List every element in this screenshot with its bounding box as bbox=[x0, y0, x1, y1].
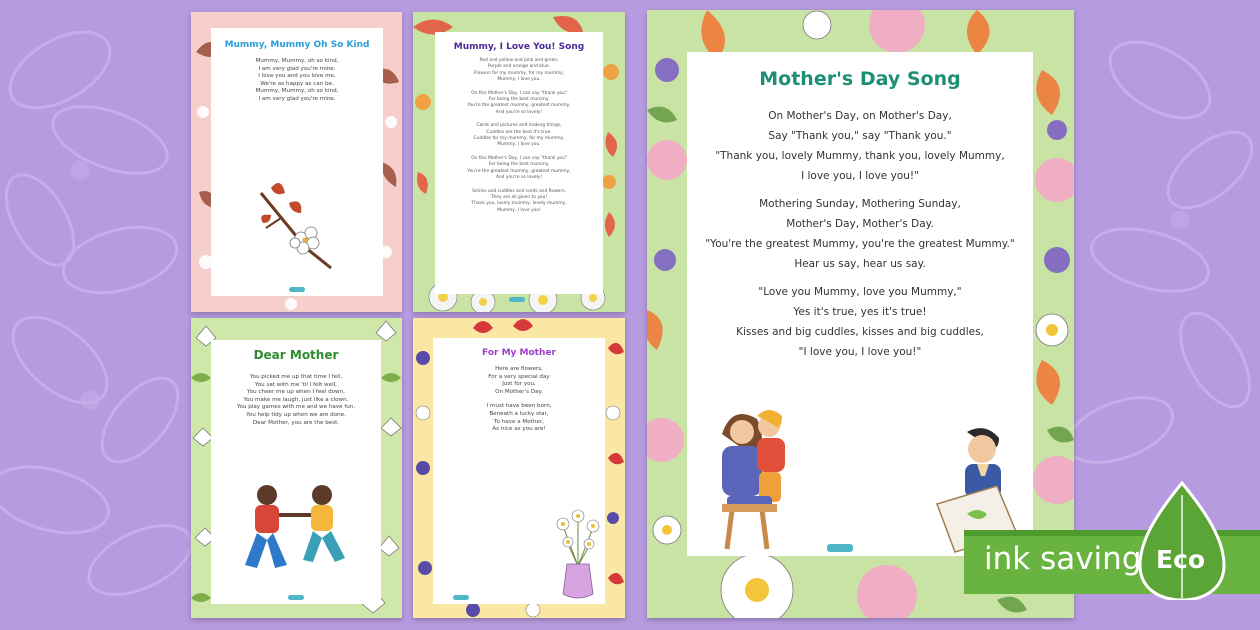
poem-line: You help tidy up when we are done. bbox=[246, 411, 346, 418]
poem-line: Just for you, bbox=[502, 381, 536, 388]
song-line: Red and yellow and pink and green, bbox=[479, 58, 559, 63]
blossom-branch-illustration bbox=[251, 173, 341, 273]
song-line: Flowers for my mummy, for my mummy, bbox=[473, 70, 565, 76]
song-line: Kisses and big cuddles, kisses and big cuddles, bbox=[736, 326, 984, 338]
twinkl-logo bbox=[509, 297, 525, 302]
card-dear-mother[interactable] bbox=[191, 318, 402, 618]
song-line: And you're so lovely! bbox=[495, 175, 543, 181]
poem-line: Here are flowers, bbox=[495, 366, 543, 372]
song-line: Mothering Sunday, Mothering Sunday, bbox=[759, 198, 961, 210]
song-line: I am very glad you're mine. bbox=[258, 95, 336, 102]
main-title: Mother's Day Song bbox=[759, 68, 961, 90]
card-title: Mummy, Mummy Oh So Kind bbox=[224, 40, 370, 50]
song-line: And you're so lovely! bbox=[495, 109, 543, 115]
song-line: Smiles and cuddles and cards and flowers, bbox=[472, 188, 566, 194]
card-mummy-oh-so-kind[interactable] bbox=[191, 12, 402, 312]
song-lines bbox=[211, 58, 383, 104]
song-line: Mother's Day, Mother's Day. bbox=[786, 218, 934, 230]
song-stanza bbox=[435, 189, 603, 215]
twinkl-logo bbox=[453, 595, 469, 600]
eco-label: Eco bbox=[1156, 545, 1206, 574]
song-line: You're the greatest mummy, greatest mummy, bbox=[467, 103, 571, 109]
song-line: Cuddles for my mummy, for my mummy, bbox=[473, 136, 565, 142]
card-title: Dear Mother bbox=[253, 348, 339, 362]
song-line: On this Mother's Day, I can say "thank you" bbox=[471, 155, 567, 161]
twinkl-logo bbox=[288, 595, 304, 600]
card-title: For My Mother bbox=[482, 348, 556, 358]
poem-line: You play games with me and we have fun, bbox=[236, 404, 356, 411]
song-line: I love you, I love you!" bbox=[801, 170, 919, 182]
poem-lines bbox=[211, 374, 381, 427]
card-title: Mummy, I Love You! Song bbox=[453, 42, 585, 52]
card-for-my-mother[interactable] bbox=[413, 318, 625, 618]
poem-line: As nice as you are! bbox=[492, 426, 546, 433]
song-line: Mummy, I love you. bbox=[497, 142, 541, 148]
mother-and-child-illustration bbox=[227, 480, 367, 575]
song-stanza bbox=[687, 106, 1033, 186]
poem-line: To have a Mother, bbox=[494, 418, 544, 425]
song-line: "Love you Mummy, love you Mummy," bbox=[758, 286, 962, 298]
song-line: Thank you, lovely mummy, lovely mummy, bbox=[471, 201, 567, 207]
song-paper bbox=[435, 32, 603, 294]
poem-paper bbox=[433, 338, 605, 604]
card-mummy-i-love-you-song[interactable] bbox=[413, 12, 625, 312]
song-line: For being the best mummy. bbox=[488, 97, 550, 103]
poem-line: Beneath a lucky star, bbox=[489, 410, 549, 417]
poem-stanza bbox=[433, 366, 605, 396]
song-line: Mummy, Mummy, oh so kind, bbox=[255, 88, 339, 95]
song-line: "You're the greatest Mummy, you're the greatest Mummy." bbox=[705, 238, 1015, 250]
song-line: Cuddles are the best it's true. bbox=[486, 129, 552, 135]
song-line: I love you and you love me, bbox=[258, 73, 336, 80]
song-line: Mummy, Mummy, oh so kind, bbox=[255, 58, 339, 64]
poem-stanza bbox=[433, 403, 605, 433]
song-stanza bbox=[687, 282, 1033, 362]
poem-line: You cheer me up when I feel down, bbox=[247, 389, 345, 396]
song-line: Cards and pictures and making things, bbox=[476, 123, 562, 129]
song-line: "I love you, I love you!" bbox=[798, 346, 922, 358]
poem-line: I must have been born, bbox=[486, 403, 552, 410]
song-line: You're the greatest mummy, greatest mummy, bbox=[467, 168, 571, 174]
twinkl-logo bbox=[827, 544, 853, 552]
poem-line: On Mother's Day. bbox=[495, 388, 543, 395]
song-stanza bbox=[435, 123, 603, 149]
twinkl-logo bbox=[289, 287, 305, 292]
song-paper bbox=[211, 28, 383, 296]
poem-line: You make me laugh, just like a clown. bbox=[243, 396, 349, 403]
song-line: Mummy, I love you! bbox=[497, 207, 541, 213]
song-line: Mummy, I love you. bbox=[497, 77, 541, 83]
song-stanza bbox=[687, 194, 1033, 274]
song-stanza bbox=[435, 91, 603, 117]
song-line: They are all given to you! bbox=[490, 194, 548, 200]
song-paper bbox=[211, 340, 381, 604]
song-line: I am very glad you're mine. bbox=[258, 65, 336, 72]
song-line: We're as happy as can be. bbox=[260, 80, 334, 87]
song-line: Purple and orange and blue. bbox=[487, 64, 551, 70]
song-line: On Mother's Day, on Mother's Day, bbox=[768, 110, 952, 122]
poem-line: You sat with me 'til I felt well, bbox=[255, 381, 337, 388]
song-line: "Thank you, lovely Mummy, thank you, lovely Mummy, bbox=[715, 150, 1005, 162]
poem-line: You picked me up that time I fell, bbox=[249, 374, 343, 380]
song-line: On this Mother's Day, I can say "thank you" bbox=[471, 90, 567, 96]
ink-saving-eco-badge bbox=[964, 481, 1260, 600]
poem-line: For a very special day bbox=[488, 373, 550, 380]
song-line: For being the best mummy. bbox=[488, 162, 550, 168]
song-stanza bbox=[435, 156, 603, 182]
song-line: Yes it's true, yes it's true! bbox=[793, 306, 927, 318]
song-stanza bbox=[435, 58, 603, 84]
ink-saving-label: ink saving bbox=[984, 541, 1142, 577]
song-line: Say "Thank you," say "Thank you." bbox=[768, 130, 952, 142]
flower-vase-illustration bbox=[553, 506, 603, 601]
poem-line: Dear Mother, you are the best. bbox=[252, 419, 340, 426]
mother-hugging-child-illustration bbox=[707, 404, 817, 554]
song-line: Hear us say, hear us say. bbox=[794, 258, 926, 270]
